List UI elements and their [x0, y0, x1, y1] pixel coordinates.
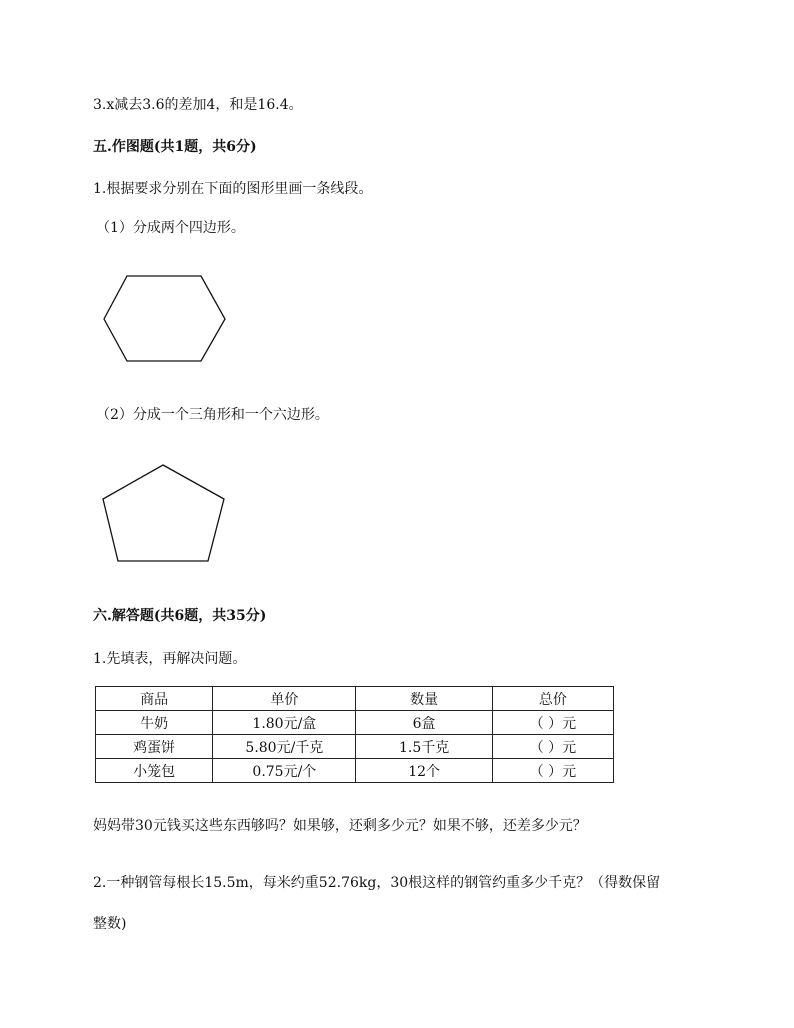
cell-product: 牛奶 — [96, 711, 213, 735]
subquestion-1-text: （1）分成两个四边形。 — [96, 220, 245, 236]
cell-quantity: 1.5千克 — [356, 735, 492, 759]
pentagon-outline — [103, 465, 224, 561]
cell-quantity: 6盒 — [356, 711, 492, 735]
question-2-line-2: 整数) — [93, 916, 127, 932]
price-table — [95, 686, 614, 783]
subquestion-2-text: （2）分成一个三角形和一个六边形。 — [96, 407, 329, 423]
cell-total-blank: （ ）元 — [492, 759, 613, 783]
header-quantity: 数量 — [356, 687, 492, 711]
table-row — [96, 735, 614, 759]
table-header-row — [96, 687, 614, 711]
hexagon-figure — [100, 274, 230, 364]
cell-unit-price: 1.80元/盒 — [213, 711, 356, 735]
question-2-line-1: 2.一种钢管每根长15.5m，每米约重52.76kg，30根这样的钢管约重多少千克？（得数保留 — [93, 875, 661, 891]
question-3-text: 3.x减去3.6的差加4，和是16.4。 — [93, 97, 303, 113]
table-row — [96, 711, 614, 735]
header-unit-price: 单价 — [213, 687, 356, 711]
cell-product: 鸡蛋饼 — [96, 735, 213, 759]
question-1-followup: 妈妈带30元钱买这些东西够吗？如果够，还剩多少元？如果不够，还差多少元？ — [93, 818, 587, 834]
cell-total-blank: （ ）元 — [492, 711, 613, 735]
cell-product: 小笼包 — [96, 759, 213, 783]
hexagon-outline — [104, 276, 225, 361]
header-product: 商品 — [96, 687, 213, 711]
section-5-heading: 五.作图题(共1题，共6分) — [93, 139, 257, 155]
header-total: 总价 — [492, 687, 613, 711]
cell-unit-price: 5.80元/千克 — [213, 735, 356, 759]
cell-quantity: 12个 — [356, 759, 492, 783]
cell-unit-price: 0.75元/个 — [213, 759, 356, 783]
cell-total-blank: （ ）元 — [492, 735, 613, 759]
section-6-heading: 六.解答题(共6题，共35分) — [93, 608, 267, 624]
pentagon-figure — [100, 462, 230, 564]
section-5-question-1: 1.根据要求分别在下面的图形里画一条线段。 — [93, 181, 373, 197]
table-row — [96, 759, 614, 783]
section-6-question-1: 1.先填表，再解决问题。 — [93, 651, 247, 667]
